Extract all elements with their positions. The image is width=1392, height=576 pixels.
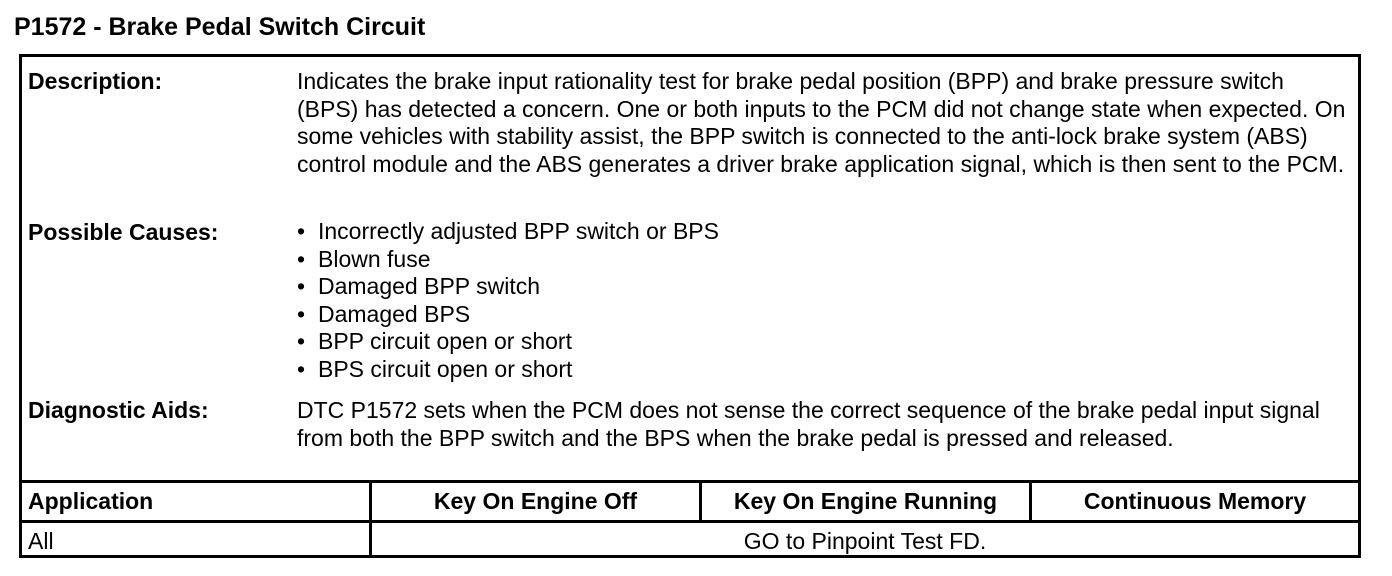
possible-causes-label: Possible Causes: [28,219,219,245]
bullet-icon: • [297,218,306,244]
table-row [22,523,1358,558]
list-item [297,218,1347,246]
pinpoint-test-reference[interactable]: GO to Pinpoint Test FD. [743,528,987,554]
possible-causes-list [297,218,1347,384]
table-header-row [22,483,1358,523]
application-cell: All [22,523,372,558]
column-header-application: Application [22,483,372,520]
cause-text: Damaged BPP switch [318,273,541,300]
cause-text: Incorrectly adjusted BPP switch or BPS [318,218,719,244]
bullet-icon: • [297,328,306,355]
dtc-info-table [19,54,1361,558]
list-item [297,356,1347,384]
cause-text: BPS circuit open or short [318,355,573,382]
bullet-icon: • [297,300,306,327]
cause-text: BPP circuit open or short [318,328,572,355]
diagnostic-aids-label: Diagnostic Aids: [28,397,209,423]
list-item [297,301,1347,329]
diagnostic-aids-text: DTC P1572 sets when the PCM does not sense the correct sequence of the brake pedal input signal from both the BPP switch and the BPS when the brake pedal is pressed and released. [297,397,1320,451]
list-item [297,273,1347,301]
list-item [297,246,1347,274]
description-label: Description: [28,68,163,94]
description-text: Indicates the brake input rationality test for brake pedal position (BPP) and brake pressure switch (BPS) has detected a concern. One or both inputs to the PCM did not change state when expected. On some vehicles with stability assist, the BPP switch is connected to the anti-lock brake system (ABS) control module and the ABS generates a driver brake application signal, which is then sent to the PCM. [297,68,1346,177]
column-header-key-on-engine-off: Key On Engine Off [372,483,702,520]
cause-text: Damaged BPS [318,300,471,327]
application-table [22,480,1358,555]
column-header-key-on-engine-running: Key On Engine Running [702,483,1032,520]
cause-text: Blown fuse [318,245,431,272]
dtc-details [22,57,1358,480]
bullet-icon: • [297,355,306,382]
bullet-icon: • [297,245,306,272]
column-header-continuous-memory: Continuous Memory [1083,488,1307,514]
list-item [297,328,1347,356]
bullet-icon: • [297,273,306,300]
page-title: P1572 - Brake Pedal Switch Circuit [14,13,426,41]
